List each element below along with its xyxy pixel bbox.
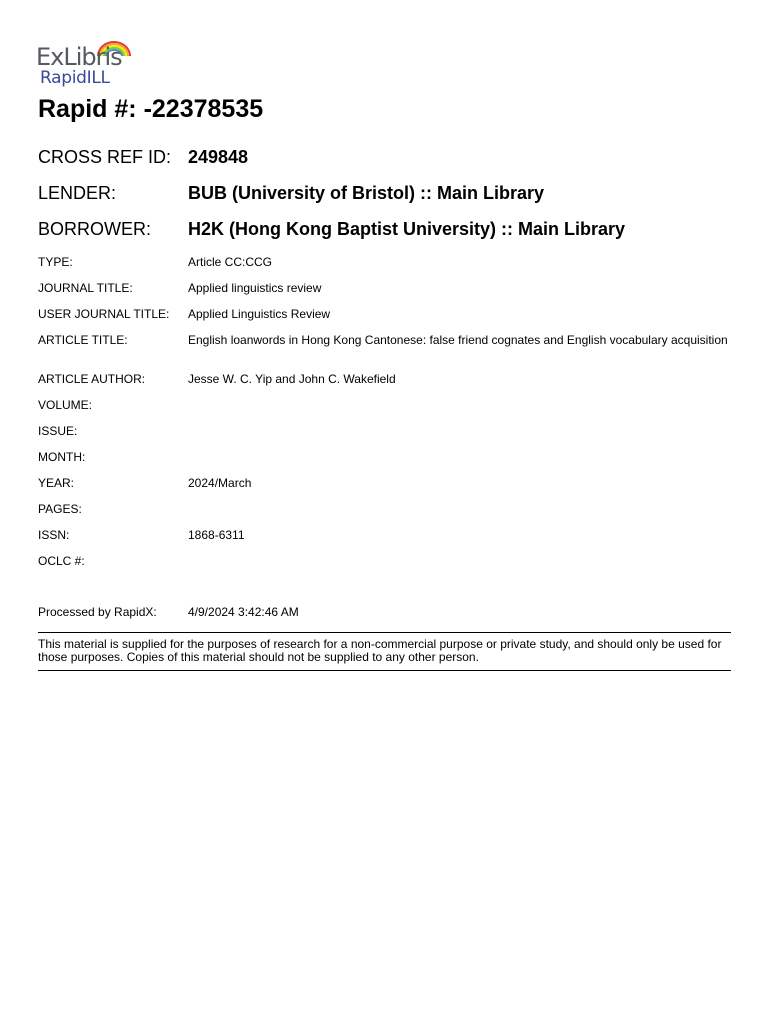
oclc-label: OCLC #:	[38, 554, 85, 568]
lender-label: LENDER:	[38, 183, 117, 203]
logo-brand-text: ExLibris	[36, 43, 122, 71]
cross-ref-label: CROSS REF ID:	[38, 147, 172, 167]
type-label: TYPE:	[38, 255, 73, 269]
bottom-divider	[38, 670, 731, 671]
pages-label: PAGES:	[38, 502, 82, 516]
issn-value: 1868-6311	[188, 528, 245, 542]
volume-label: VOLUME:	[38, 398, 93, 412]
copyright-notice: This material is supplied for the purposes of research for a non-commercial purpose or private study, and should only be used for those purposes. Copies of this material should not be supplied to any other person.	[38, 637, 722, 664]
article-author-label: ARTICLE AUTHOR:	[38, 372, 146, 386]
article-author-value: Jesse W. C. Yip and John C. Wakefield	[188, 372, 396, 386]
article-title-value: English loanwords in Hong Kong Cantonese: false friend cognates and English vocabulary acquisition	[188, 333, 728, 347]
lender-value: BUB (University of Bristol) :: Main Library	[188, 183, 545, 203]
year-value: 2024/March	[188, 476, 252, 490]
processed-label: Processed by RapidX:	[38, 605, 157, 619]
cross-ref-value: 249848	[188, 147, 249, 167]
month-label: MONTH:	[38, 450, 86, 464]
journal-title-value: Applied linguistics review	[188, 281, 322, 295]
top-divider	[38, 632, 731, 633]
issn-label: ISSN:	[38, 528, 70, 542]
journal-title-label: JOURNAL TITLE:	[38, 281, 133, 295]
exlibris-rapidill-logo	[36, 38, 156, 92]
processed-value: 4/9/2024 3:42:46 AM	[188, 605, 299, 619]
type-value: Article CC:CCG	[188, 255, 273, 269]
rapid-number-heading: Rapid #: -22378535	[38, 95, 264, 123]
issue-label: ISSUE:	[38, 424, 78, 438]
year-label: YEAR:	[38, 476, 75, 490]
borrower-value: H2K (Hong Kong Baptist University) :: Main Library	[188, 219, 626, 239]
article-title-label: ARTICLE TITLE:	[38, 333, 128, 347]
logo-product-text: RapidILL	[40, 68, 110, 88]
user-journal-title-value: Applied Linguistics Review	[188, 307, 331, 321]
borrower-label: BORROWER:	[38, 219, 152, 239]
user-journal-title-label: USER JOURNAL TITLE:	[38, 307, 170, 321]
